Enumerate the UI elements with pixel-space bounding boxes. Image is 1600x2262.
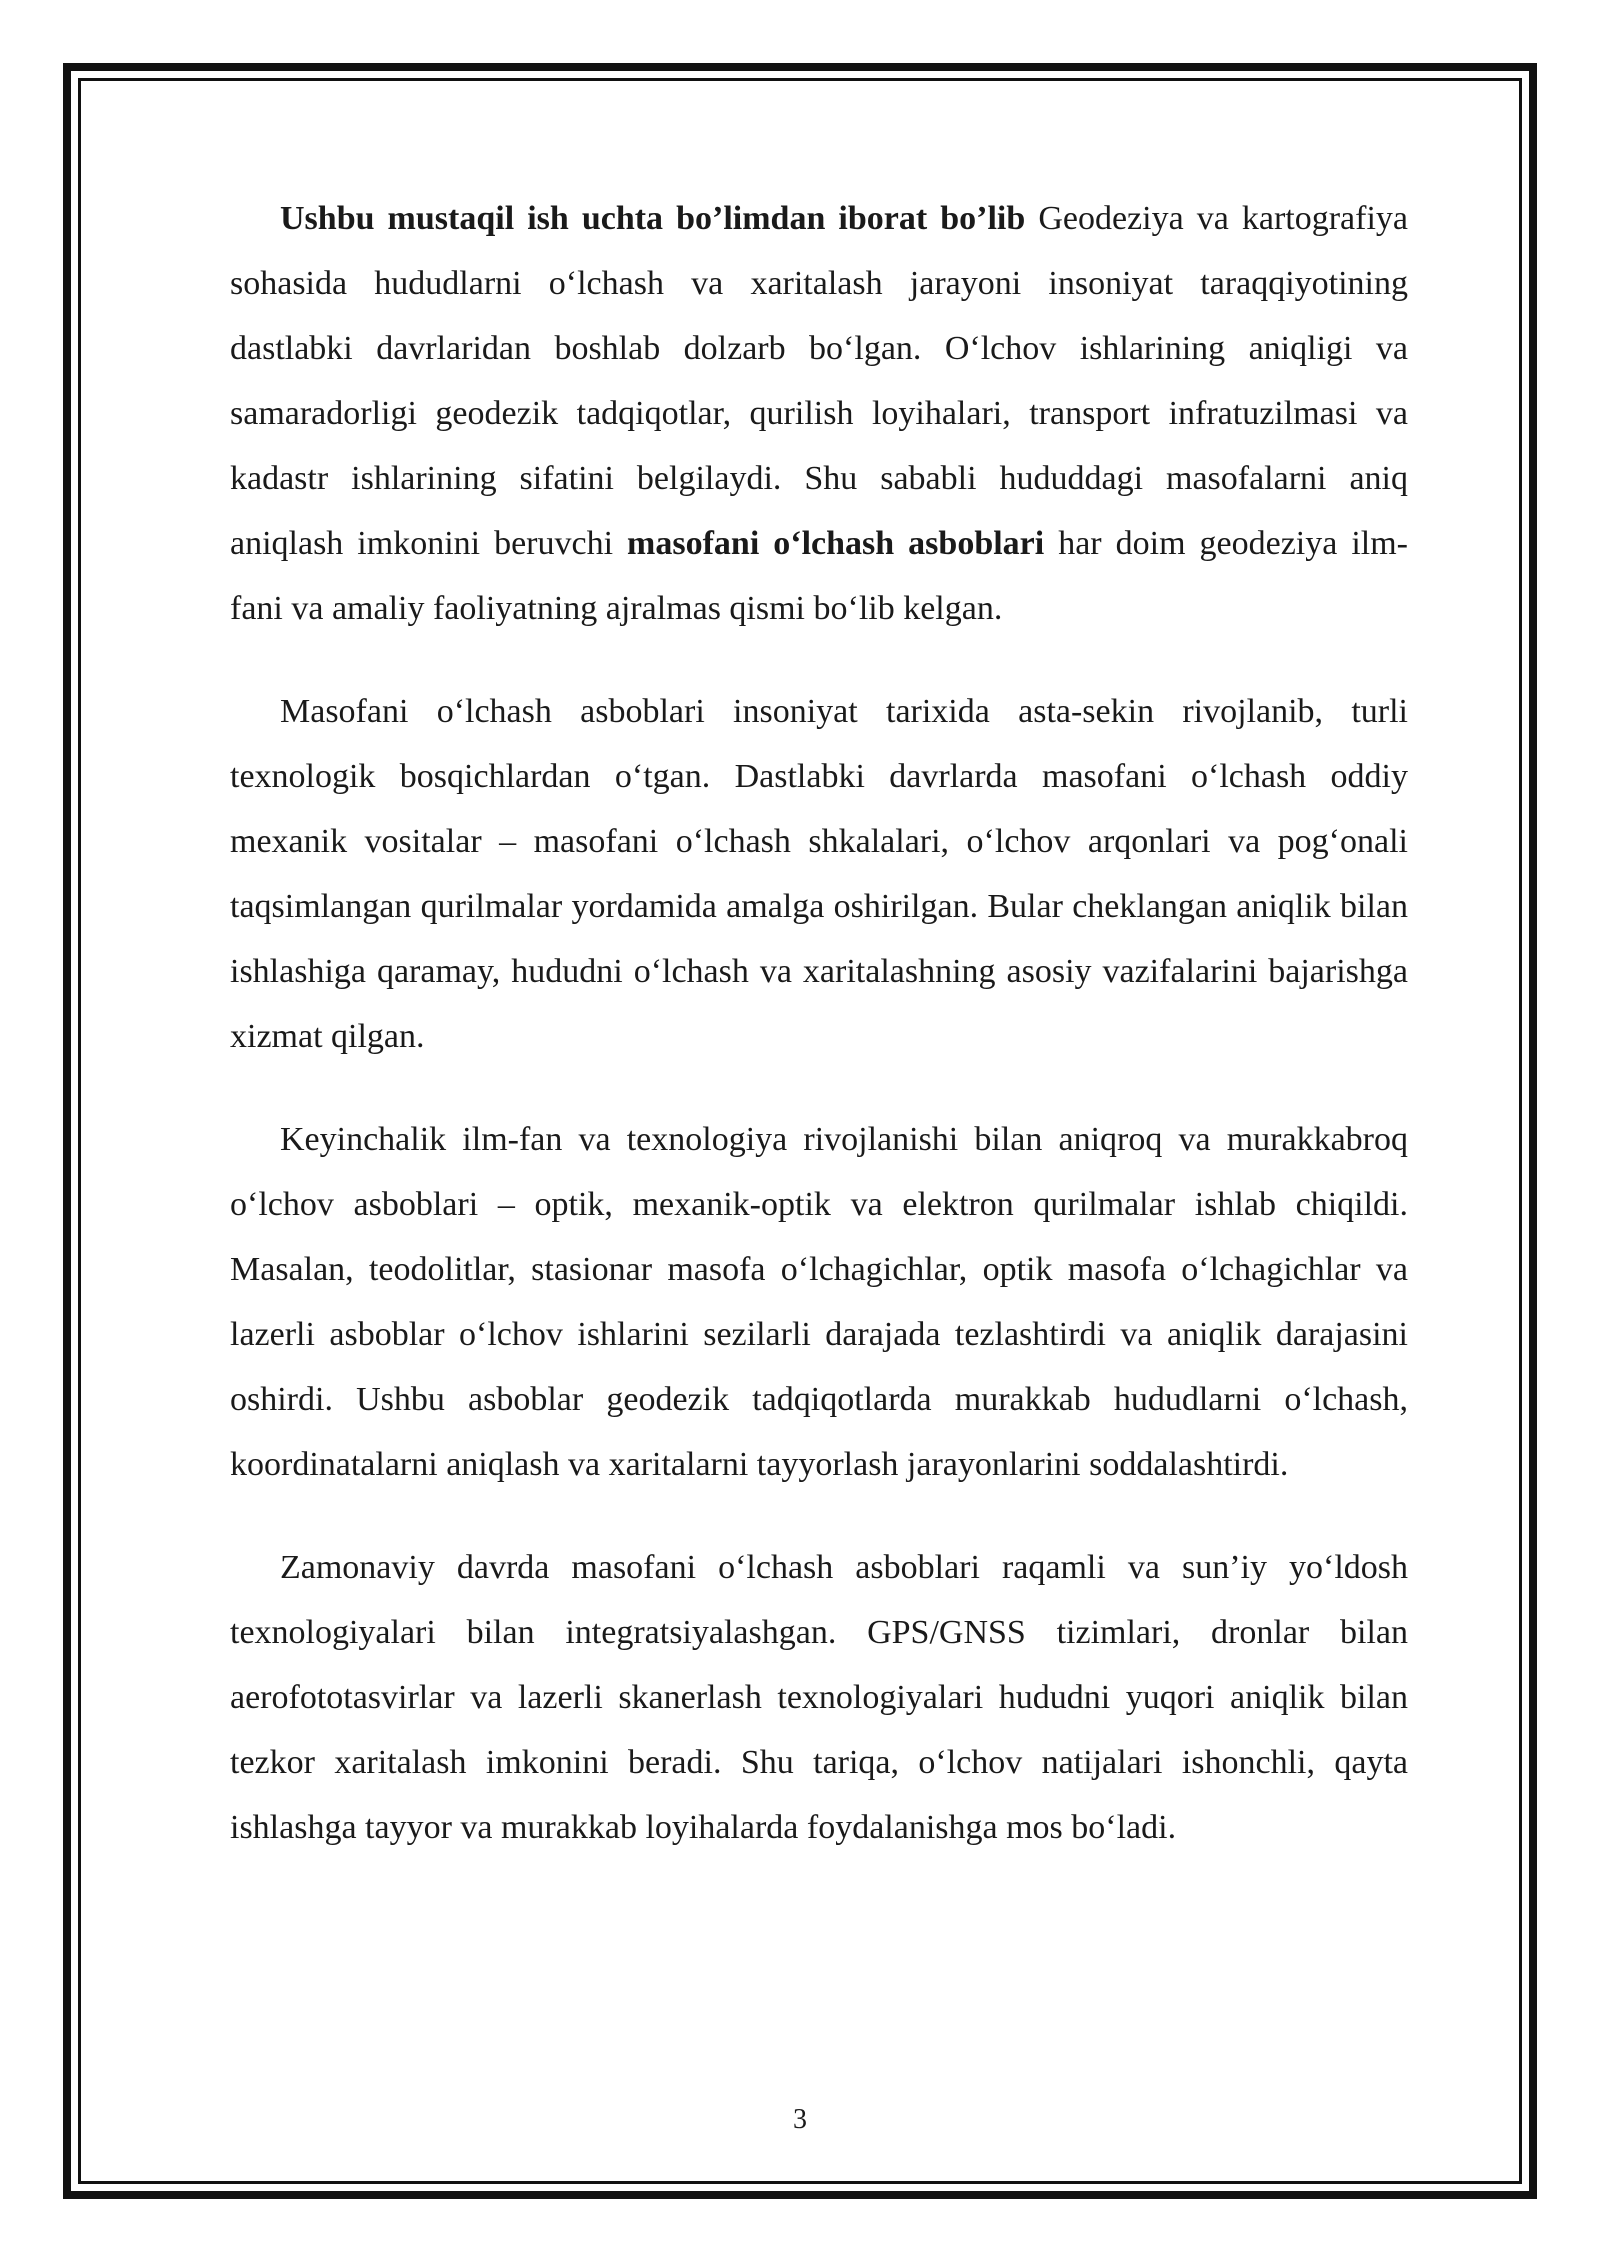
paragraph-1: [230, 186, 1408, 641]
paragraph-1-bold-term: masofani o‘lchash asboblari: [627, 525, 1045, 562]
paragraph-1-text-2: har doim geodeziya ilm-fani va amaliy faoliyatning ajralmas qismi bo‘lib kelgan.: [230, 525, 1408, 627]
paragraph-3: Keyinchalik ilm-fan va texnologiya rivojlanishi bilan aniqroq va murakkabroq o‘lchov asboblari – optik, mexanik-optik va elektron qurilmalar ishlab chiqildi. Masalan, teodolitlar, stasionar masofa o‘lchagichlar, optik masofa o‘lchagichlar va lazerli asboblar o‘lchov ishlarini sezilarli darajada tezlashtirdi va aniqlik darajasini oshirdi. Ushbu asboblar geodezik tadqiqotlarda murakkab hududlarni o‘lchash, koordinatalarni aniqlash va xaritalarni tayyorlash jarayonlarini soddalashtirdi.: [230, 1121, 1408, 1483]
paragraph-1-bold-intro: Ushbu mustaqil ish uchta bo’limdan iborat bo’lib: [280, 200, 1026, 237]
document-body: [230, 186, 1408, 1898]
paragraph-2: Masofani o‘lchash asboblari insoniyat tarixida asta-sekin rivojlanib, turli texnologik bosqichlardan o‘tgan. Dastlabki davrlarda masofani o‘lchash oddiy mexanik vositalar – masofani o‘lchash shkalalari, o‘lchov arqonlari va pog‘onali taqsimlangan qurilmalar yordamida amalga oshirilgan. Bular cheklangan aniqlik bilan ishlashiga qaramay, hududni o‘lchash va xaritalashning asosiy vazifalarini bajarishga xizmat qilgan.: [230, 693, 1408, 1055]
paragraph-1-text-1: Geodeziya va kartografiya sohasida hududlarni o‘lchash va xaritalash jarayoni insoniyat taraqqiyotining dastlabki davrlaridan boshlab dolzarb bo‘lgan. O‘lchov ishlarining aniqligi va samaradorligi geodezik tadqiqotlar, qurilish loyihalari, transport infratuzilmasi va kadastr ishlarining sifatini belgilaydi. Shu sababli hududdagi masofalarni aniq aniqlash imkonini beruvchi: [230, 200, 1408, 562]
page-number: 3: [793, 2104, 807, 2135]
paragraph-4: Zamonaviy davrda masofani o‘lchash asboblari raqamli va sun’iy yo‘ldosh texnologiyalari bilan integratsiyalashgan. GPS/GNSS tizimlari, dronlar bilan aerofototasvirlar va lazerli skanerlash texnologiyalari hududni yuqori aniqlik bilan tezkor xaritalash imkonini beradi. Shu tariqa, o‘lchov natijalari ishonchli, qayta ishlashga tayyor va murakkab loyihalarda foydalanishga mos bo‘ladi.: [230, 1549, 1408, 1846]
